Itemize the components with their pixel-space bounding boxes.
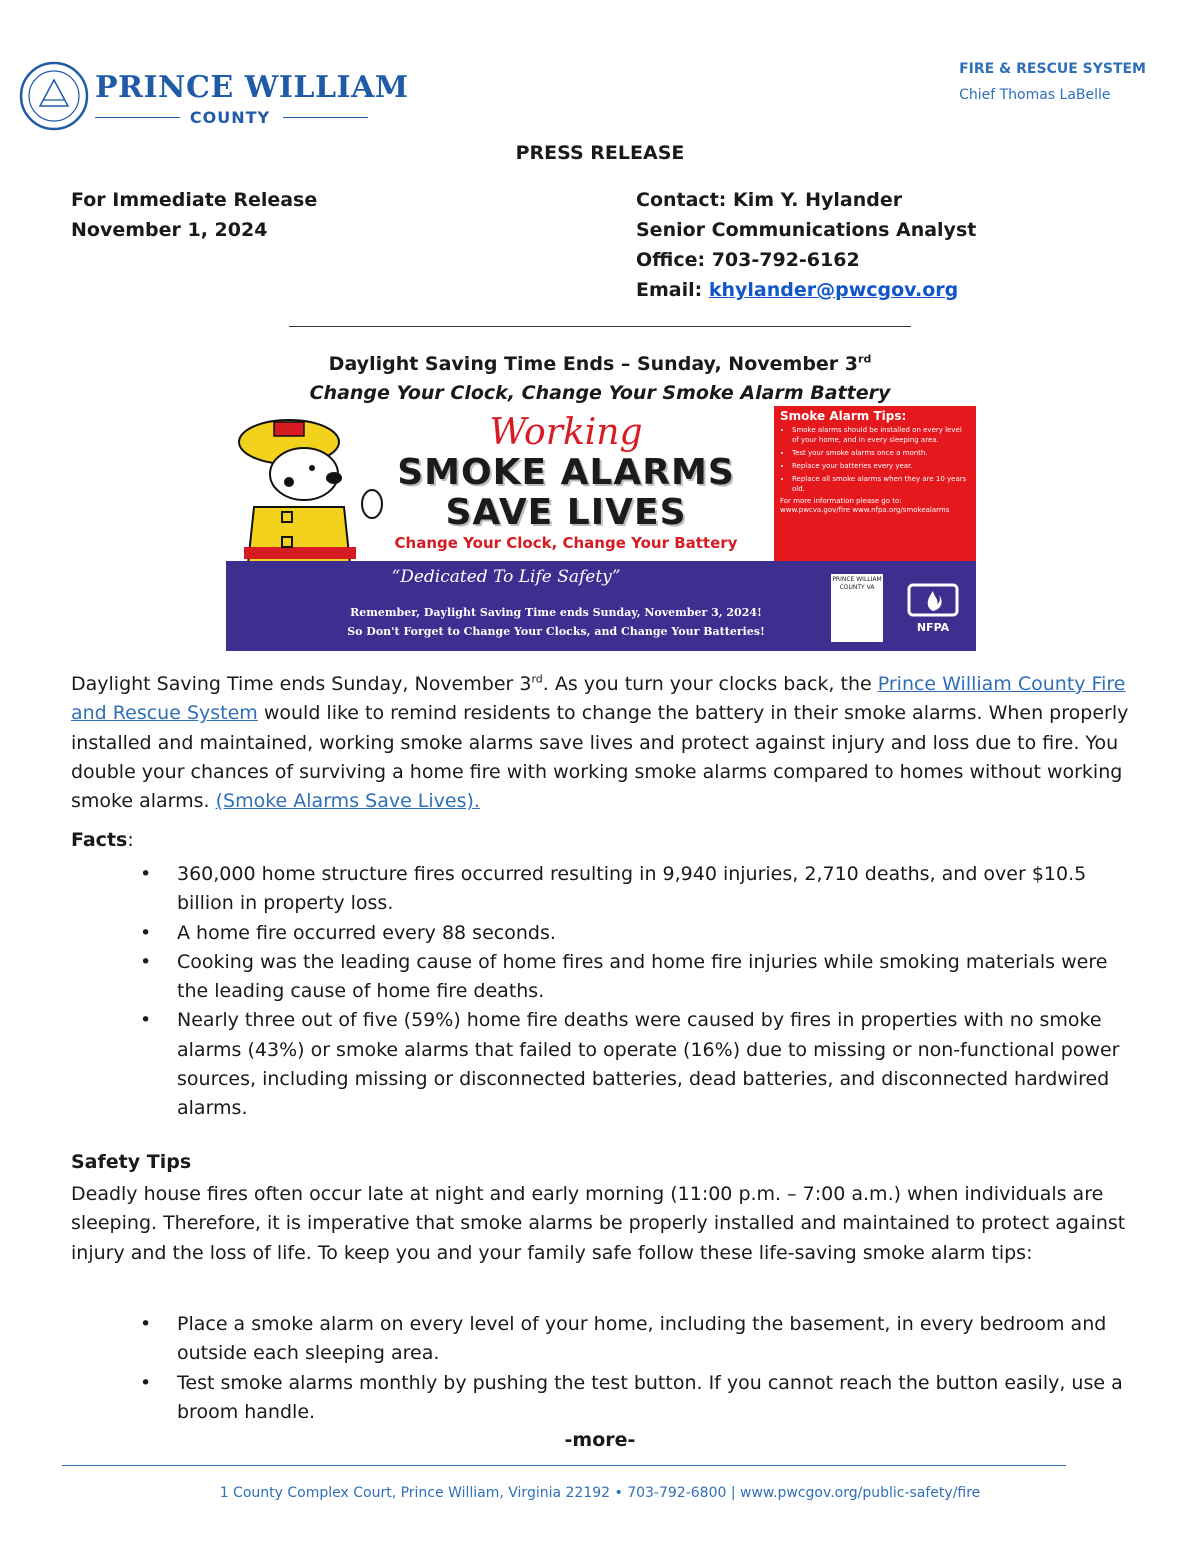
bullet-icon: •: [140, 863, 152, 885]
poster-tips-list: [780, 425, 970, 494]
poster-motto: “Dedicated To Life Safety”: [391, 567, 621, 587]
list-item-text: Place a smoke alarm on every level of your home, including the basement, in every bedroom and outside each sleeping area.: [177, 1313, 1107, 1365]
safety-tips-list: [130, 1310, 1130, 1427]
contact-email-label: Email:: [636, 279, 709, 301]
poster-reminder-line: Remember, Daylight Saving Time ends Sunday, November 3, 2024!: [350, 606, 762, 619]
chief-name: Chief Thomas LaBelle: [959, 87, 1111, 103]
safety-tips-intro: Deadly house fires often occur late at night and early morning (11:00 p.m. – 7:00 a.m.) when individuals are sleeping. Therefore, it is imperative that smoke alarms be properly installed and maintained to protect against injury and the loss of life. To keep you and your family safe follow these life-saving smoke alarm tips:: [71, 1183, 1126, 1264]
list-item-text: 360,000 home structure fires occurred resulting in 9,940 injuries, 2,710 deaths, and over $10.5 billion in property loss.: [177, 863, 1087, 915]
header-divider: [289, 326, 911, 327]
intro-sup: rd: [531, 672, 543, 686]
smoke-alarms-save-lives-link[interactable]: (Smoke Alarms Save Lives).: [215, 790, 480, 813]
contact-title: Senior Communications Analyst: [636, 219, 977, 241]
logo-county-row: [95, 108, 365, 128]
poster-reminder-line: So Don't Forget to Change Your Clocks, and Change Your Batteries!: [347, 625, 765, 638]
bullet-icon: •: [140, 921, 152, 944]
logo-name: PRINCE WILLIAM: [95, 70, 409, 105]
list-item: [130, 860, 1130, 919]
nfpa-logo: [906, 582, 960, 634]
headline-title-text: Daylight Saving Time Ends – Sunday, November 3: [328, 353, 859, 375]
list-item: [130, 919, 1130, 948]
poster-reminder: [286, 603, 826, 641]
contact-email-link[interactable]: khylander@pwcgov.org: [708, 279, 959, 301]
department-block: [959, 56, 1146, 108]
release-block: [71, 185, 317, 245]
facts-heading-text: Facts: [71, 829, 128, 851]
poster-change: Change Your Clock, Change Your Battery: [394, 534, 738, 552]
list-item: [130, 1006, 1130, 1123]
list-item-text: Nearly three out of five (59%) home fire deaths were caused by fires in properties with no smoke alarms (43%) or smoke alarms that failed to operate (16%) due to missing or non-functional power sources, including missing or disconnected batteries, dead batteries, and disconnected hardwired alarms.: [177, 1009, 1120, 1120]
flame-icon: [906, 582, 960, 618]
list-item: [130, 948, 1130, 1007]
press-release-label: PRESS RELEASE: [515, 142, 685, 164]
poster-tip: • Smoke alarms should be installed on every level of your home, and in every sleeping area.: [792, 425, 970, 445]
poster-tips-title: Smoke Alarm Tips:: [780, 409, 907, 423]
contact-block: [636, 185, 976, 305]
poster-working: Working: [489, 412, 643, 453]
more-indicator: -more-: [564, 1429, 636, 1451]
contact-name: Contact: Kim Y. Hylander: [636, 189, 903, 211]
facts-heading-colon: :: [127, 829, 134, 851]
intro-text: . As you turn your clocks back, the: [542, 673, 878, 695]
list-item-text: A home fire occurred every 88 seconds.: [177, 921, 556, 944]
bullet-icon: •: [140, 1313, 152, 1335]
logo-county: COUNTY: [189, 108, 271, 127]
poster-tip: • Test your smoke alarms once a month.: [792, 448, 970, 458]
intro-paragraph: [71, 670, 1131, 816]
intro-text: Daylight Saving Time ends Sunday, November 3: [71, 673, 532, 695]
intro-text: would like to remind residents to change the battery in their smoke alarms. When properly installed and maintained, working smoke alarms save lives and protect against injury and loss due to fire. You double your chances of surviving a home fire with working smoke alarms compared to homes without working smoke alarms.: [71, 702, 1129, 813]
footer-address: 1 County Complex Court, Prince William, Virginia 22192 • 703-792-6800 | www.pwcgov.org/public-safety/fire: [219, 1485, 981, 1501]
logo-divider-right: [283, 117, 368, 118]
smoke-alarm-poster: [226, 406, 976, 651]
list-item-text: Cooking was the leading cause of home fires and home fire injuries while smoking materials were the leading cause of home fire deaths.: [177, 950, 1108, 1003]
pwc-badge: PRINCE WILLIAM COUNTY VA: [831, 574, 883, 642]
poster-save-lives: SAVE LIVES: [445, 492, 687, 533]
headline-title: [0, 350, 1200, 379]
poster-tip: • Replace your batteries every year.: [792, 461, 970, 471]
safety-tips-heading: Safety Tips: [71, 1151, 192, 1173]
headline-title-sup: rd: [858, 352, 872, 366]
release-line: For Immediate Release: [71, 189, 318, 211]
county-logo: [18, 60, 409, 135]
headline-subtitle: Change Your Clock, Change Your Smoke Alarm Battery: [309, 382, 891, 404]
release-date: November 1, 2024: [71, 219, 268, 241]
poster-tip: • Replace all smoke alarms when they are 10 years old.: [792, 474, 970, 494]
contact-office: Office: 703-792-6162: [636, 249, 860, 271]
list-item-text: Test smoke alarms monthly by pushing the test button. If you cannot reach the button easily, use a broom handle.: [177, 1371, 1123, 1423]
bullet-icon: •: [140, 950, 152, 973]
poster-tips-more: For more information please go to: www.pwcva.gov/fire www.nfpa.org/smokealarms: [780, 497, 950, 514]
nfpa-label: NFPA: [916, 621, 950, 634]
headline: [0, 350, 1200, 408]
bullet-icon: •: [140, 1371, 152, 1394]
poster-tips-box: [774, 406, 976, 561]
bullet-icon: •: [140, 1009, 152, 1032]
facts-list: [130, 860, 1130, 1124]
county-seal-icon: [18, 60, 90, 132]
facts-heading: [71, 829, 134, 851]
poster-smoke-alarms: SMOKE ALARMS: [397, 452, 735, 493]
fire-rescue-link[interactable]: Prince William County Fire and Rescue System: [71, 673, 1126, 725]
list-item: [130, 1369, 1130, 1428]
list-item: [130, 1310, 1130, 1369]
department-name: FIRE & RESCUE SYSTEM: [959, 61, 1146, 77]
footer-divider: [62, 1465, 1066, 1466]
contact-email-row: [636, 275, 976, 305]
